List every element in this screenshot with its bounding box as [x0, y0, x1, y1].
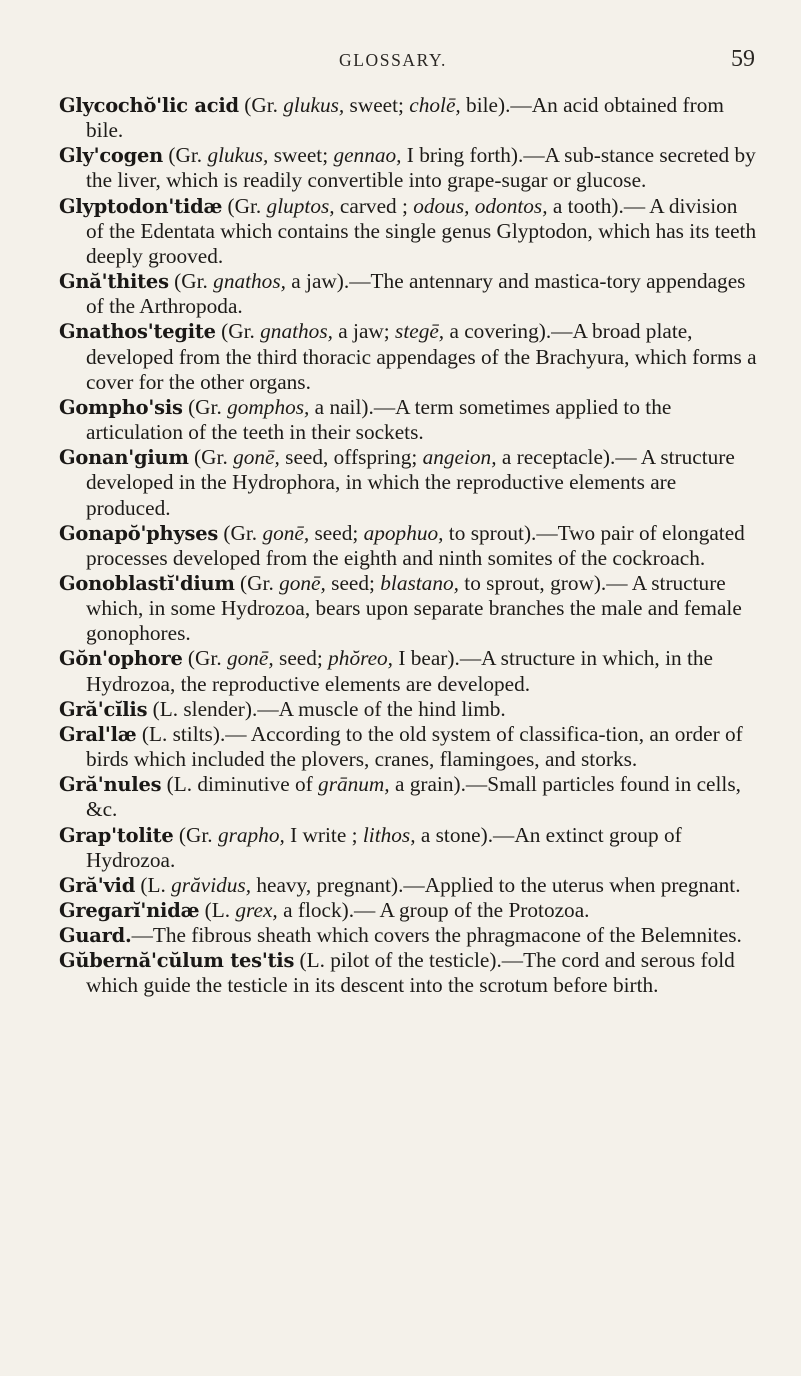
- glossary-entry: [59, 445, 759, 520]
- etymology-text: a tooth).: [547, 193, 624, 218]
- entry-etymology: [189, 445, 616, 469]
- etymology-word: grapho,: [217, 822, 285, 847]
- etymology-text: (L.: [135, 872, 172, 897]
- entry-definition: —A sub-stance secreted by the liver, which is readily convertible into grape-sugar or glucose.: [86, 143, 756, 193]
- entry-headword: Gră'nules: [59, 773, 162, 797]
- entry-etymology: [163, 143, 523, 167]
- entry-headword: Gompho'sis: [59, 395, 183, 419]
- entry-headword: Gră'vid: [59, 873, 136, 897]
- entry-definition: —The fibrous sheath which covers the phragmacone of the Belemnites.: [131, 923, 742, 948]
- entry-etymology: [183, 395, 374, 419]
- etymology-word: gnathos,: [213, 269, 286, 294]
- etymology-text: a stone).: [415, 822, 494, 847]
- glossary-entry: [59, 646, 759, 696]
- glossary-entry: [59, 772, 759, 822]
- etymology-word: gnathos,: [260, 319, 333, 344]
- entry-etymology: [169, 269, 349, 293]
- entry-headword: Gnathos'tegite: [59, 320, 216, 344]
- etymology-text: seed;: [325, 570, 381, 595]
- etymology-text: (Gr.: [182, 646, 227, 671]
- entry-definition: —A structure in which, in the Hydrozoa, the reproductive elements are developed.: [86, 646, 713, 696]
- etymology-word: grex,: [235, 898, 278, 922]
- etymology-text: seed;: [309, 520, 364, 545]
- etymology-text: I write ;: [284, 822, 363, 847]
- entry-etymology: [147, 697, 257, 721]
- etymology-word: odous, odontos,: [413, 193, 548, 218]
- glossary-entry: [59, 93, 759, 143]
- entry-etymology: [183, 646, 460, 670]
- entry-headword: Glycochŏ'lic acid: [59, 94, 239, 117]
- entry-etymology: [174, 823, 493, 847]
- entry-headword: Gly'cogen: [59, 144, 164, 168]
- etymology-word: grānum,: [318, 772, 390, 797]
- etymology-text: heavy, pregnant).: [251, 872, 404, 897]
- etymology-text: a nail).: [309, 394, 374, 419]
- entry-headword: Gră'cĭlis: [59, 697, 148, 721]
- etymology-word: gonē,: [233, 445, 280, 470]
- entry-definition: —A muscle of the hind limb.: [257, 696, 506, 721]
- etymology-text: to sprout).: [443, 520, 537, 545]
- etymology-text: (Gr.: [218, 520, 263, 545]
- glossary-entry: [59, 395, 759, 445]
- entry-definition: — A structure which, in some Hydrozoa, bears upon separate branches the male and female gonophores.: [86, 570, 742, 646]
- etymology-word: gonē,: [226, 646, 274, 671]
- etymology-text: bile).: [460, 93, 511, 117]
- entry-etymology: [199, 898, 354, 922]
- entry-definition: —The cord and serous fold which guide the testicle in its descent into the scrotum before birth.: [86, 948, 735, 998]
- etymology-word: gluptos,: [266, 193, 335, 218]
- entry-etymology: [135, 873, 403, 897]
- glossary-entry: [59, 521, 759, 571]
- etymology-text: (L. diminutive of: [161, 772, 319, 797]
- etymology-text: (Gr.: [182, 394, 228, 419]
- entry-definition: —An extinct group of Hydrozoa.: [86, 822, 682, 872]
- etymology-text: carved ;: [334, 193, 414, 218]
- glossary-entry: [59, 898, 759, 923]
- etymology-text: (Gr.: [222, 193, 267, 218]
- etymology-word: gonē,: [262, 520, 310, 545]
- etymology-text: to sprout, grow).: [458, 570, 607, 595]
- etymology-text: (Gr.: [168, 269, 214, 294]
- etymology-text: (Gr.: [163, 143, 208, 168]
- entry-etymology: [222, 194, 624, 218]
- etymology-text: sweet;: [268, 143, 334, 168]
- entry-headword: Gonan'gium: [59, 446, 189, 470]
- etymology-text: a jaw;: [332, 319, 396, 344]
- etymology-text: a receptacle).: [496, 445, 616, 470]
- etymology-word: grăvidus,: [171, 872, 252, 897]
- etymology-text: (Gr.: [238, 93, 284, 117]
- entry-headword: Guard.: [59, 924, 132, 948]
- etymology-text: (Gr.: [215, 319, 261, 344]
- etymology-word: glukus,: [283, 93, 345, 117]
- etymology-text: (Gr.: [188, 445, 234, 470]
- etymology-word: gonē,: [279, 570, 326, 595]
- etymology-text: a flock).: [277, 898, 355, 922]
- etymology-text: seed, offspring;: [279, 445, 423, 470]
- entry-headword: Gŭbernă'cŭlum tes'tis: [59, 949, 295, 973]
- entry-headword: Gonapŏ'physes: [59, 521, 219, 545]
- entry-etymology: [216, 319, 551, 343]
- glossary-entry: [59, 571, 759, 646]
- entry-definition: — A structure developed in the Hydrophora, in which the reproductive elements are produced.: [86, 445, 735, 520]
- entry-etymology: [137, 722, 226, 746]
- etymology-word: cholē,: [409, 93, 461, 117]
- etymology-text: (Gr.: [234, 570, 280, 595]
- etymology-text: sweet;: [344, 93, 410, 117]
- etymology-word: gennao,: [333, 143, 402, 168]
- etymology-text: (L. slender).: [147, 696, 258, 721]
- entry-definition: —Applied to the uterus when pregnant.: [403, 872, 741, 897]
- running-title: GLOSSARY.: [339, 50, 447, 70]
- entry-etymology: [161, 772, 466, 796]
- page-number: 59: [731, 46, 755, 72]
- glossary-entry: [59, 697, 759, 722]
- glossary-entry: [59, 319, 759, 394]
- glossary-entries: [59, 93, 759, 999]
- etymology-word: gomphos,: [227, 394, 310, 419]
- etymology-word: angeion,: [422, 445, 497, 470]
- entry-headword: Gonoblastĭ'dium: [59, 571, 235, 595]
- glossary-entry: [59, 823, 759, 873]
- entry-etymology: [239, 93, 511, 117]
- etymology-text: (L.: [199, 898, 236, 922]
- etymology-word: blastano,: [380, 570, 459, 595]
- etymology-text: I bear).: [393, 646, 460, 671]
- entry-etymology: [235, 571, 607, 595]
- glossary-entry: [59, 269, 759, 319]
- etymology-text: (L. stilts).: [136, 721, 226, 746]
- etymology-text: seed;: [273, 646, 329, 671]
- entry-definition: — A group of the Protozoa.: [354, 898, 590, 922]
- entry-definition: —Two pair of elongated processes developed from the eighth and ninth somites of the cockroach.: [86, 520, 745, 570]
- running-head: [0, 46, 801, 86]
- entry-definition: —A broad plate, developed from the third thoracic appendages of the Brachyura, which forms a cover for the other organs.: [86, 319, 757, 394]
- entry-headword: Gŏn'ophore: [59, 647, 183, 671]
- entry-definition: —The antennary and mastica-tory appendages of the Arthropoda.: [86, 269, 746, 319]
- etymology-text: I bring forth).: [401, 143, 524, 168]
- etymology-word: apophuo,: [363, 520, 444, 545]
- entry-definition: —Small particles found in cells, &c.: [86, 772, 741, 822]
- entry-definition: — According to the old system of classifica-tion, an order of birds which included the plovers, cranes, flamingoes, and storks.: [86, 721, 743, 772]
- entry-headword: Grap'tolite: [59, 823, 174, 847]
- etymology-text: a covering).: [444, 319, 552, 344]
- entry-definition: — A division of the Edentata which contains the single genus Glyptodon, which has its teeth deeply grooved.: [86, 193, 757, 268]
- entry-headword: Glyptodon'tidæ: [59, 194, 223, 218]
- glossary-entry: [59, 923, 759, 948]
- glossary-entry: [59, 722, 759, 772]
- glossary-entry: [59, 948, 759, 998]
- entry-definition: —A term sometimes applied to the articulation of the teeth in their sockets.: [86, 394, 672, 445]
- etymology-word: lithos,: [362, 822, 416, 847]
- etymology-text: (L. pilot of the testicle).: [294, 948, 502, 973]
- entry-definition: —An acid obtained from bile.: [86, 93, 724, 143]
- etymology-word: phŏreo,: [328, 646, 394, 671]
- etymology-word: stegē,: [395, 319, 445, 344]
- entry-etymology: [294, 948, 502, 972]
- glossary-entry: [59, 143, 759, 193]
- etymology-word: glukus,: [207, 143, 269, 168]
- entry-headword: Gregarĭ'nidæ: [59, 899, 200, 922]
- entry-etymology: [218, 521, 536, 545]
- etymology-text: (Gr.: [173, 822, 218, 847]
- etymology-text: a grain).: [389, 772, 466, 797]
- etymology-text: a jaw).: [285, 269, 350, 294]
- glossary-entry: [59, 873, 759, 898]
- entry-headword: Gral'læ: [59, 722, 137, 746]
- entry-headword: Gnă'thites: [59, 270, 169, 294]
- glossary-entry: [59, 194, 759, 269]
